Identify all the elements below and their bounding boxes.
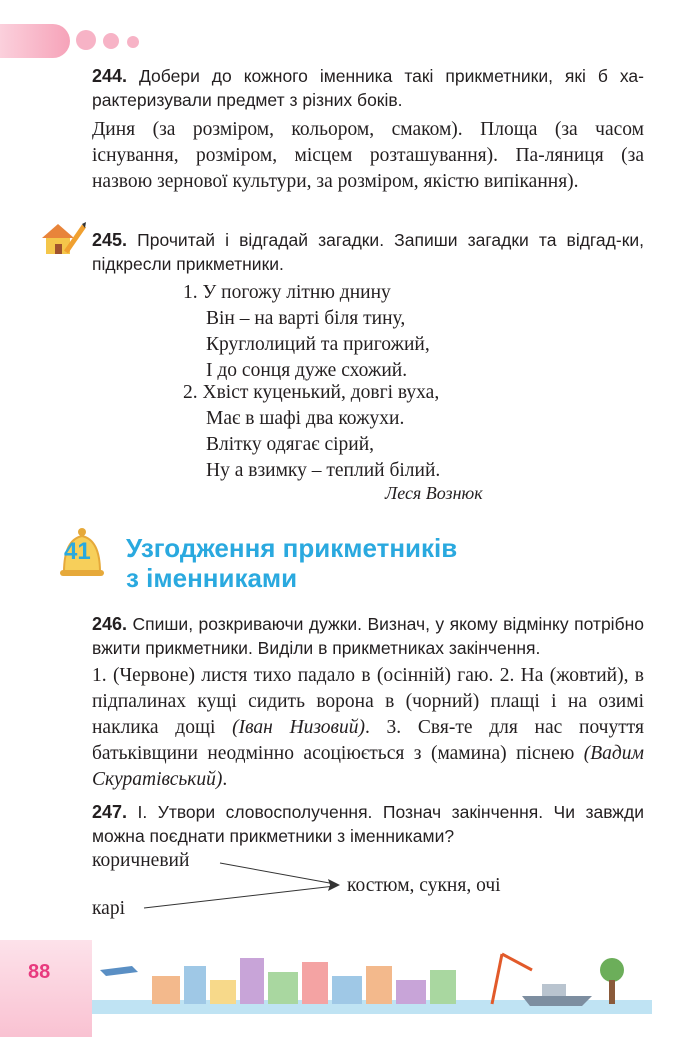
riddle-line: 2. Хвіст куценький, довгі вуха, xyxy=(183,382,440,403)
section-title xyxy=(126,533,457,593)
house-pencil-icon xyxy=(38,220,86,258)
riddle-2 xyxy=(183,380,440,484)
riddle-line: Має в шафі два кожухи. xyxy=(206,408,405,429)
task-244-body: Диня (за розміром, кольором, смаком). Площа (за часом існування, розміром, місцем розташування). Па-ляниця (за назвою зернової культури, за розміром, якістю випікання). xyxy=(92,119,644,192)
exercise-text: . xyxy=(222,769,228,790)
diagram-word-2: карі xyxy=(92,898,126,919)
task-247-instruction xyxy=(92,800,644,848)
header-dot xyxy=(103,33,119,49)
riddle-line: Влітку одягає сірий, xyxy=(206,434,375,455)
diagram-target: костюм, сукня, очі xyxy=(347,875,501,896)
source-author: (Вадим Скуратівський) xyxy=(92,743,644,790)
header-dot xyxy=(127,36,139,48)
task-number: 245. xyxy=(92,230,128,250)
section-title-line: з іменниками xyxy=(126,563,298,593)
task-number: 246. xyxy=(92,614,128,634)
header-dot xyxy=(76,30,96,50)
instruction-text: Прочитай і відгадай загадки. Запиши загадки та відгад-ки, підкресли прикметники. xyxy=(92,230,644,274)
riddle-author: Леся Вознюк xyxy=(385,483,483,503)
instruction-text: Спиши, розкриваючи дужки. Визнач, у якому відмінку потрібно вжити прикметники. Виділи в прикметниках закінчення. xyxy=(92,614,644,658)
header-decoration xyxy=(0,24,70,58)
section-number: 41 xyxy=(64,538,91,565)
riddle-line: І до сонця дуже схожий. xyxy=(206,360,408,381)
diagram-arrows xyxy=(140,855,345,915)
task-245-instruction xyxy=(92,228,644,276)
riddle-line: Він – на варті біля тину, xyxy=(206,308,406,329)
instruction-text: І. Утвори словосполучення. Познач закінчення. Чи завжди можна поєднати прикметники з іменниками? xyxy=(92,802,644,846)
page-number: 88 xyxy=(28,961,51,983)
section-title-line: Узгодження прикметників xyxy=(126,533,458,563)
riddle-line: Ну а взимку – теплий білий. xyxy=(206,460,441,481)
task-number: 247. xyxy=(92,802,128,822)
task-number: 244. xyxy=(92,66,128,86)
footer-decoration xyxy=(0,940,92,1037)
city-illustration xyxy=(92,940,652,1020)
task-246-body xyxy=(92,663,644,793)
exercise-text: . 3. Свя-те для нас почуття батьківщини неодмінно асоціюється з (мамина) піснею xyxy=(92,717,644,764)
exercise-text: 1. (Червоне) листя тихо падало в (осінній) гаю. 2. На (жовтий), в підпалинах кущі сидить ворона в (чорний) плащі і на озимі наклика дощі xyxy=(92,665,644,738)
task-244-instruction xyxy=(92,64,644,112)
task-246-instruction xyxy=(92,612,644,660)
instruction-text: Добери до кожного іменника такі прикметники, які б ха-рактеризували предмет з різних боків. xyxy=(92,66,644,110)
riddle-line: Круглолиций та пригожий, xyxy=(206,334,430,355)
riddle-1 xyxy=(183,280,430,384)
diagram-word-1: коричневий xyxy=(92,850,190,871)
riddle-line: 1. У погожу літню днину xyxy=(183,282,391,303)
source-author: (Іван Низовий) xyxy=(232,717,365,738)
